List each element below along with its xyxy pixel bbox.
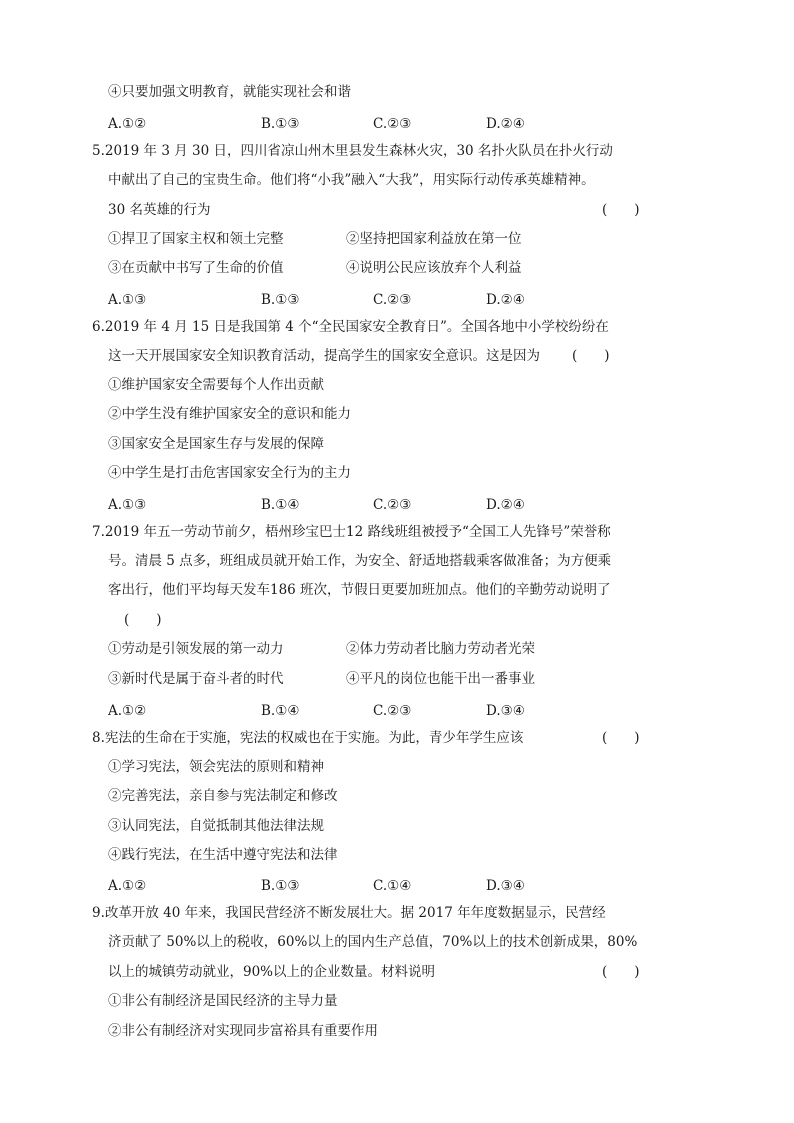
q9-stem-line-2: 济贡献了 50%以上的税收，60%以上的国内生产总值，70%以上的技术创新成果，80% [108, 934, 638, 950]
q6-option-b: B.①④ [261, 497, 300, 513]
q6-option-a: A.①③ [108, 497, 147, 513]
q7-stem-line-2: 号。清晨 5 点多，班组成员就开始工作，为安全、舒适地搭载乘客做准备；为方便乘 [108, 553, 612, 569]
q5-options [108, 290, 628, 310]
q8-statement-2: ②完善宪法，亲自参与宪法制定和修改 [108, 788, 338, 804]
q7-option-d: D.③④ [486, 703, 525, 719]
q7-options [108, 701, 628, 721]
q8-statement-4: ④践行宪法，在生活中遵守宪法和法律 [108, 847, 338, 863]
q5-option-b: B.①③ [261, 292, 300, 308]
q8-option-c: C.①④ [373, 878, 412, 894]
q8-option-b: B.①③ [261, 878, 300, 894]
q5-stem-line-2: 中献出了自己的宝贵生命。他们将“小我”融入“大我”，用实际行动传承英雄精神。 [108, 172, 595, 188]
q7-statement-3: ③新时代是属于奋斗者的时代 [108, 671, 284, 687]
q6-answer-paren: ( ) [572, 348, 610, 364]
q6-options [108, 495, 628, 515]
q4-option-a: A.①② [108, 116, 147, 132]
q4-option-c: C.②③ [373, 116, 412, 132]
q7-option-c: C.②③ [373, 703, 412, 719]
q4-options [108, 114, 628, 134]
q5-option-a: A.①③ [108, 292, 147, 308]
q8-options [108, 876, 628, 896]
q9-statement-1: ①非公有制经济是国民经济的主导力量 [108, 993, 338, 1009]
q8-stem-line-1: 8.宪法的生命在于实施，宪法的权威也在于实施。为此，青少年学生应该 [92, 730, 524, 746]
q4-option-d: D.②④ [486, 116, 525, 132]
q5-statement-4: ④说明公民应该放弃个人利益 [346, 260, 522, 276]
q4-option-b: B.①③ [261, 116, 300, 132]
q9-stem-line-1: 9.改革开放 40 年来，我国民营经济不断发展壮大。据 2017 年年度数据显示，民营经 [92, 905, 606, 921]
q7-option-b: B.①④ [261, 703, 300, 719]
q4-statement-4: ④只要加强文明教育，就能实现社会和谐 [108, 84, 351, 100]
q5-statement-2: ②坚持把国家利益放在第一位 [346, 231, 522, 247]
q6-option-c: C.②③ [373, 497, 412, 513]
q7-statement-4: ④平凡的岗位也能干出一番事业 [346, 671, 535, 687]
q7-statement-2: ②体力劳动者比脑力劳动者光荣 [346, 641, 535, 657]
q6-statement-2: ②中学生没有维护国家安全的意识和能力 [108, 406, 351, 422]
q7-statement-1: ①劳动是引领发展的第一动力 [108, 641, 284, 657]
q5-option-c: C.②③ [373, 292, 412, 308]
q5-answer-paren: ( ) [602, 202, 640, 218]
q8-statement-3: ③认同宪法，自觉抵制其他法律法规 [108, 818, 324, 834]
q5-statement-3: ③在贡献中书写了生命的价值 [108, 260, 284, 276]
q7-stem-line-3: 客出行，他们平均每天发车186 班次，节假日更要加班加点。他们的辛勤劳动说明了 [108, 582, 611, 598]
q9-answer-paren: ( ) [602, 964, 640, 980]
q8-option-d: D.③④ [486, 878, 525, 894]
q6-statement-3: ③国家安全是国家生存与发展的保障 [108, 436, 324, 452]
q6-stem-line-1: 6.2019 年 4 月 15 日是我国第 4 个“全民国家安全教育日”。全国各地中小学校纷纷在 [92, 319, 609, 335]
q6-statement-4: ④中学生是打击危害国家安全行为的主力 [108, 465, 351, 481]
q5-option-d: D.②④ [486, 292, 525, 308]
q5-stem-line-3: 30 名英雄的行为 [108, 202, 211, 218]
q8-option-a: A.①② [108, 878, 147, 894]
q5-statement-1: ①捍卫了国家主权和领土完整 [108, 231, 284, 247]
q6-option-d: D.②④ [486, 497, 525, 513]
q5-stem-line-1: 5.2019 年 3 月 30 日，四川省凉山州木里县发生森林火灾，30 名扑火队员在扑火行动 [92, 143, 613, 159]
q8-statement-1: ①学习宪法，领会宪法的原则和精神 [108, 759, 324, 775]
q8-answer-paren: ( ) [602, 730, 640, 746]
q7-stem-line-1: 7.2019 年五一劳动节前夕，梧州珍宝巴士12 路线班组被授予“全国工人先锋号”荣誉称 [92, 524, 611, 540]
q6-statement-1: ①维护国家安全需要每个人作出贡献 [108, 377, 324, 393]
q9-statement-2: ②非公有制经济对实现同步富裕具有重要作用 [108, 1023, 378, 1039]
q7-answer-paren: ( ) [124, 612, 162, 628]
q6-stem-line-2: 这一天开展国家安全知识教育活动，提高学生的国家安全意识。这是因为 [108, 348, 540, 364]
q7-option-a: A.①② [108, 703, 147, 719]
q9-stem-line-3: 以上的城镇劳动就业，90%以上的企业数量。材料说明 [108, 964, 436, 980]
